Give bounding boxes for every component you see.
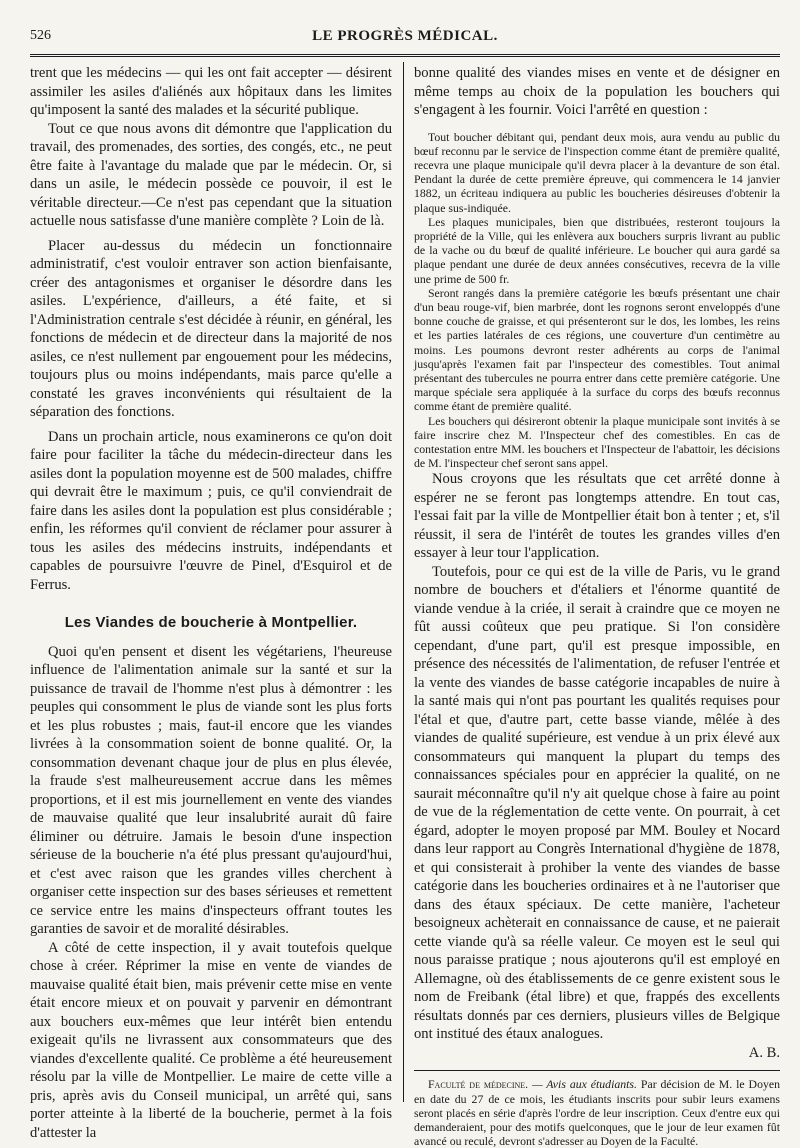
decree-paragraph: Les bouchers qui désireront obtenir la plaque municipale sont invités à se faire inscrire chez M. l'Inspecteur chef des comestibles. En cas de contestation entre MM. les bouchers et l'Inspecteur de l'abattoir, les décisions de M. l'inspecteur chef seront sans appel. bbox=[414, 413, 780, 471]
header-rule bbox=[30, 54, 780, 57]
paragraph: Tout ce que nous avons dit démontre que l'application du travail, des promenades, des sorties, des congés, etc., ne peut être faite à l'avantage du malade que par le médecin. Or, si dans un asile, le médecin possède ce pouvoir, il est le véritable directeur.—Ce n'est pas cependant que la situation actuelle nous satisfasse d'une manière complète ? Loin de là. bbox=[30, 120, 392, 229]
left-column bbox=[30, 64, 392, 1141]
paragraph: Quoi qu'en pensent et disent les végétariens, l'heureuse influence de l'alimentation animale sur la santé et sur la puissance de travail de l'homme n'est plus à démontrer : les peuples qui consomment le plus de viande sont les plus forts et les plus robustes ; mais, faut-il encore que les viandes livrées à la consommation soient de bonne qualité. Or, la consommation devenant chaque jour de plus en plus élevée, la fraude s'est malheureusement accrue dans les mêmes proportions, et il est mis journellement en vente des viandes de mauvaise qualité que leur insalubrité aurait dû faire éliminer ou détruire. Jamais le besoin d'une inspection sérieuse de la boucherie n'a été plus pressant qu'aujourd'hui, et c'est avec raison que les grandes villes cherchent à organiser cette inspection sur des bases sérieuses et remettent ce service entre les mains d'inspecteurs offrant toutes les garanties de savoir et de moralité désirables. bbox=[30, 643, 392, 937]
paragraph: Dans un prochain article, nous examinerons ce qu'on doit faire pour faciliter la tâche du médecin-directeur dans les asiles dont la population moyenne est de 500 malades, chiffre qui devrait être le maximum ; puis, ce qu'il conviendrait de faire dans les asiles dont la population est plus considérable ; enfin, les réformes qu'il convient de réclamer pour assurer à tous les asiles des médecins instruits, indépendants et capables de poursuivre l'œuvre de Pinel, d'Esquirol et de Ferrus. bbox=[30, 428, 392, 593]
signature: A. B. bbox=[748, 1044, 780, 1061]
paragraph: A côté de cette inspection, il y avait toutefois quelque chose à créer. Réprimer la mise en vente de viandes de mauvaise qualité était bien, mais prévenir cette mise en vente était encore mieux et on pouvait y parvenir en démontrant aux bouchers eux-mêmes que leur intérêt bien entendu exigeait qu'ils ne livrassent aux consommateurs que des viandes d'excellente qualité. Ce problème a été heureusement résolu par la ville de Montpellier. Le maire de cette ville a pris, après avis du Conseil municipal, un arrêté qui, sans porter atteinte à la liberté de la boucherie, permet à la fois d'attester la bbox=[30, 939, 392, 1141]
paragraph: Placer au-dessus du médecin un fonctionnaire administratif, c'est vouloir entraver son action bienfaisante, créer des antagonismes et organiser le désordre dans les asiles. L'expérience, d'ailleurs, a été faite, et si l'Administration centrale s'est décidée à réunir, en général, les fonctions de médecin et de directeur dans la majorité de nos asiles, ce n'est nullement par engouement pour les médecins, toujours plus ou moins indépendants, mais parce qu'elle a constaté les graves inconvénients qui résultaient de la séparation des fonctions. bbox=[30, 237, 392, 420]
decree-paragraph: Tout boucher débitant qui, pendant deux mois, aura vendu au public du bœuf reconnu par le service de l'inspection comme étant de première qualité, recevra une plaque municipale qu'il devra placer à la devanture de son étal. Pendant la durée de cette première épreuve, qui commencera le 14 janvier 1882, un écriteau indiquera au public les boucheries désireuses d'obtenir la plaque sus-indiquée. bbox=[414, 129, 780, 215]
decree-paragraph: Seront rangés dans la première catégorie les bœufs présentant une chair d'un beau rouge-vif, bien marbrée, dont les rognons seront enveloppés d'une bonne couche de graisse, et qui présenteront sur le dos, les lombes, les reins et les parties latérales de ces régions, une couverture d'un centimètre au moins. Les poumons devront rester adhérents au corps de l'animal jusqu'après l'examen fait par l'inspecteur des comestibles. Tout animal présentant des tubercules ne pourra entrer dans cette première catégorie. Une marque spéciale sera appliquée à la surface du corps des bœufs reconnus comme étant de première qualité. bbox=[414, 285, 780, 414]
notice-text: Par décision de M. le Doyen en date du 27 de ce mois, les étudiants inscrits pour subir leurs examens seront placés en série d'après l'ordre de leur inscription. Ceux d'entre eux qui demanderaient, pour des motifs quelconques, que le jour de leur examen fût avancé ou reculé, devront s'adresser au Doyen de la Faculté. bbox=[414, 1077, 781, 1148]
paragraph: trent que les médecins — qui les ont fait accepter — désirent assimiler les asiles d'aliénés aux hôpitaux dans les limites qu'imposent la santé des malades et la sécurité publique. bbox=[30, 65, 392, 118]
journal-title: LE PROGRÈS MÉDICAL. bbox=[312, 28, 498, 44]
notice-title: — Avis aux étudiants. bbox=[532, 1077, 637, 1092]
section-title: Les Viandes de boucherie à Montpellier. bbox=[64, 614, 358, 631]
paragraph: bonne qualité des viandes mises en vente et de désigner en même temps au choix de la population les bouchers qui s'engagent à les fournir. Voici l'arrêté en question : bbox=[414, 65, 780, 118]
decree-text bbox=[414, 130, 780, 471]
page-header bbox=[30, 28, 780, 50]
decree-paragraph: Les plaques municipales, bien que distribuées, resteront toujours la propriété de la Ville, qui les enlèvera aux bouchers surpris livrant au public de la vache ou du bœuf de qualité inférieure. Le boucher qui aura gardé sa plaque pendant une durée de deux années consécutives, recevra de la ville une prime de 500 fr. bbox=[414, 214, 780, 286]
paragraph: Nous croyons que les résultats que cet arrêté donne à espérer ne se feront pas longtemps attendre. En tout cas, l'essai fait par la ville de Montpellier était bon à tenter ; et, s'il réussit, il sera de l'intérêt de toutes les grandes villes d'en essayer à leur tour l'application. bbox=[414, 471, 780, 562]
page-number: 526 bbox=[30, 28, 51, 43]
notice-rule bbox=[414, 1070, 780, 1071]
right-column bbox=[414, 64, 781, 1148]
notice-label: Faculté de médecine. bbox=[428, 1077, 529, 1092]
faculty-notice bbox=[414, 1077, 780, 1148]
column-divider bbox=[403, 62, 404, 1102]
paragraph: Toutefois, pour ce qui est de la ville de Paris, vu le grand nombre de bouchers et d'étaliers et l'énorme quantité de viande vendue à la criée, il serait à craindre que ce moyen ne fût aussi coûteux que peu pratique. Si l'on considère cependant, d'une part, qu'il est presque impossible, en présence des nécessités de l'alimentation, de refuser l'entrée et la vente des viandes de basse catégorie incapables de nuire à la santé mais qui n'ont pas pourtant les qualités requises pour l'étal et que, d'autre part, cette basse viande, mêlée à des viandes de qualité supérieure, est vendue à un prix élevé aux consommateurs qui manquent la plupart du temps des connaissances spéciales pour en apprécier la qualité, on ne saurait méconnaître qu'il n'y ait quelque chose à faire au point de vue de la réglementation de cette vente. On pourrait, à cet égard, adopter le moyen proposé par MM. Bouley et Nocard dans leur rapport au Congrès International d'hygiène de 1878, et qui consisterait à prohiber la vente des viandes de basse catégorie dans les boucheries ordinaires et à ne l'autoriser que dans des étaux spéciaux. De cette manière, l'acheteur besoigneux achèterait en connaissance de cause, et ne paierait cette viande qu'à sa réelle valeur. Ce moyen est le seul qui nous paraisse pratique ; nous ajouterons qu'il est employé en Allemagne, où des établissements de ce genre existent sous le nom de Freibank (étal libre) et que, frappés des excellents résultats donnés par ces derniers, plusieurs villes de Belgique ont institué des étaux analogues. bbox=[414, 563, 780, 1043]
